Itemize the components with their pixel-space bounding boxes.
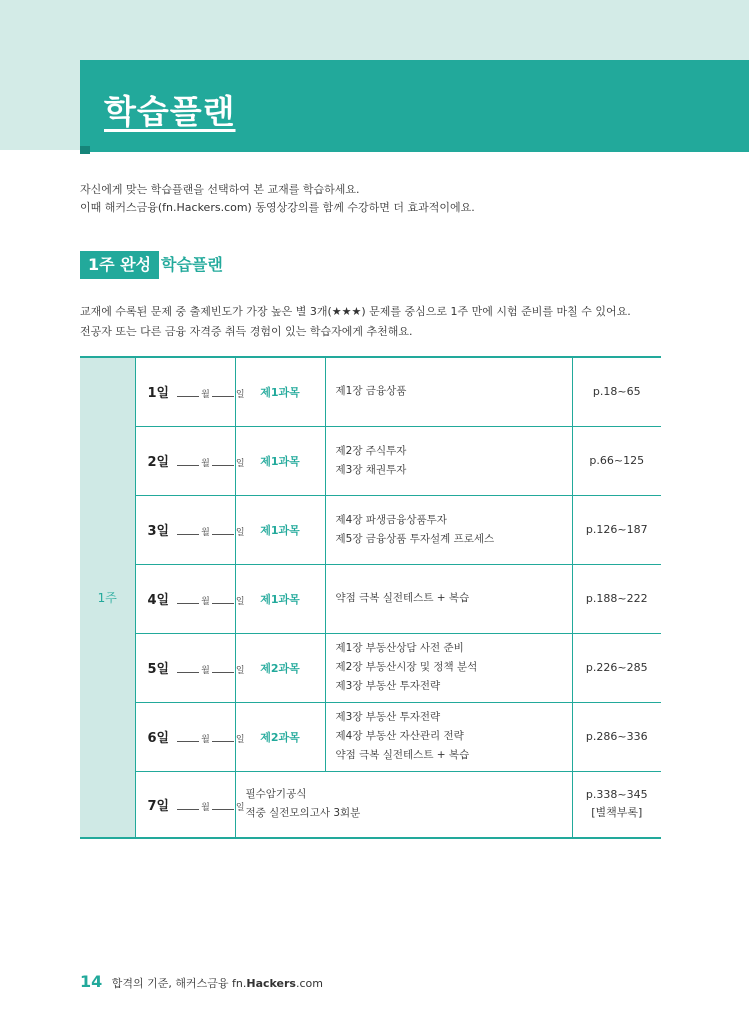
pages-cell <box>572 564 661 633</box>
month-unit: 월 <box>201 666 210 676</box>
table-row <box>80 426 661 495</box>
table-row <box>80 771 661 838</box>
month-unit: 월 <box>201 802 210 813</box>
pages-line: p.66~125 <box>589 453 645 467</box>
day-blank <box>212 386 234 397</box>
day-unit: 일 <box>235 459 245 469</box>
month-blank <box>177 386 199 397</box>
intro-line-1: 자신에게 맞는 학습플랜을 선택하여 본 교재를 학습하세요. <box>80 183 360 196</box>
content-cell <box>325 633 572 702</box>
day-blank <box>212 731 234 742</box>
month-unit: 월 <box>201 528 210 538</box>
content-cell <box>325 357 572 426</box>
page-title: 학습플랜 <box>104 92 236 131</box>
month-blank <box>177 799 199 810</box>
subject-cell: 제1과목 <box>235 564 325 633</box>
month-unit: 월 <box>201 459 210 469</box>
pages-cell <box>572 357 661 426</box>
pages-line: p.18~65 <box>592 384 641 398</box>
day-cell <box>135 702 245 771</box>
content-line: 제1장 부동산상담 사전 준비 <box>335 642 464 654</box>
subject-cell: 제1과목 <box>235 495 325 564</box>
pages-cell <box>572 633 661 702</box>
pages-line: p.338~345 <box>585 788 648 802</box>
content-line: 적중 실전모의고사 3회분 <box>245 807 361 820</box>
content-line: 제2장 부동산시장 및 정책 분석 <box>335 661 478 673</box>
table-row <box>80 702 661 771</box>
day-blank <box>212 799 234 810</box>
month-unit: 월 <box>201 390 210 401</box>
day-label: 5일 <box>147 662 170 677</box>
subject-cell: 제1과목 <box>235 357 325 426</box>
day-cell <box>135 564 245 633</box>
top-decor-band <box>0 0 749 60</box>
pages-line: p.188~222 <box>585 591 648 605</box>
content-line: 제3장 부동산 투자전략 <box>335 680 441 692</box>
section-description <box>80 302 720 342</box>
pages-line: p.226~285 <box>585 660 648 674</box>
month-unit: 월 <box>201 735 210 745</box>
content-line: 제4장 파생금융상품투자 <box>335 513 447 526</box>
day-cell <box>135 771 245 838</box>
day-label: 3일 <box>147 524 170 539</box>
day-unit: 일 <box>235 666 245 676</box>
content-line: 약점 극복 실전테스트 + 복습 <box>335 749 470 761</box>
description-line-2: 전공자 또는 다른 금융 자격증 취득 경험이 있는 학습자에게 추천해요. <box>80 325 413 338</box>
domain-prefix: fn. <box>232 977 247 990</box>
month-blank <box>177 662 199 673</box>
pages-line: p.126~187 <box>585 522 648 536</box>
day-blank <box>212 455 234 466</box>
day-cell <box>135 357 245 426</box>
page-number: 14 <box>80 972 103 991</box>
content-cell <box>235 771 572 838</box>
month-unit: 월 <box>201 597 210 607</box>
content-line: 필수암기공식 <box>245 788 307 801</box>
description-line-1: 교재에 수록된 문제 중 출제빈도가 가장 높은 별 3개(★★★) 문제를 중심으로 1주 만에 시험 준비를 마칠 수 있어요. <box>80 305 631 318</box>
intro-line-2: 이때 해커스금융(fn.Hackers.com) 동영상강의를 함께 수강하면 더 효과적이에요. <box>80 201 475 214</box>
content-line: 제2장 주식투자 <box>335 444 407 457</box>
footer-domain <box>232 977 323 990</box>
day-unit: 일 <box>235 528 245 538</box>
day-unit: 일 <box>235 802 245 813</box>
content-cell <box>325 564 572 633</box>
day-label: 7일 <box>147 798 170 814</box>
day-cell <box>135 633 245 702</box>
content-cell <box>325 426 572 495</box>
subject-cell: 제1과목 <box>235 426 325 495</box>
domain-suffix: .com <box>295 977 323 990</box>
content-line: 제3장 부동산 투자전략 <box>335 711 441 723</box>
content-line: 제4장 부동산 자산관리 전략 <box>335 730 464 742</box>
day-unit: 일 <box>235 390 245 401</box>
page-footer <box>80 972 323 991</box>
pages-cell <box>572 702 661 771</box>
content-line: 약점 극복 실전테스트 + 복습 <box>335 592 470 604</box>
pages-line: p.286~336 <box>585 729 648 743</box>
domain-brand: Hackers <box>246 977 296 990</box>
study-plan-table <box>80 356 661 839</box>
left-decor-band <box>0 60 80 150</box>
day-blank <box>212 662 234 673</box>
section-badge: 1주 완성 <box>80 251 159 279</box>
month-blank <box>177 455 199 466</box>
table-row <box>80 357 661 426</box>
intro-text <box>80 181 720 217</box>
month-blank <box>177 593 199 604</box>
day-label: 2일 <box>147 455 170 470</box>
pages-cell <box>572 426 661 495</box>
content-cell <box>325 702 572 771</box>
table-row <box>80 564 661 633</box>
subject-cell: 제2과목 <box>235 702 325 771</box>
content-line: 제3장 채권투자 <box>335 463 407 476</box>
day-unit: 일 <box>235 735 245 745</box>
footer-text: 합격의 기준, 해커스금융 <box>111 977 229 990</box>
content-line: 제1장 금융상품 <box>335 385 407 398</box>
table-row <box>80 495 661 564</box>
day-unit: 일 <box>235 597 245 607</box>
week-cell: 1주 <box>80 357 135 838</box>
day-label: 1일 <box>147 386 170 402</box>
title-banner-fold <box>80 146 90 154</box>
month-blank <box>177 731 199 742</box>
day-cell <box>135 495 245 564</box>
day-label: 6일 <box>147 731 170 746</box>
table-row <box>80 633 661 702</box>
pages-cell <box>572 495 661 564</box>
content-cell <box>325 495 572 564</box>
section-title: 학습플랜 <box>161 255 223 274</box>
month-blank <box>177 524 199 535</box>
day-blank <box>212 524 234 535</box>
pages-cell <box>572 771 661 838</box>
day-label: 4일 <box>147 593 170 608</box>
day-blank <box>212 593 234 604</box>
content-line: 제5장 금융상품 투자설계 프로세스 <box>335 532 495 545</box>
day-cell <box>135 426 245 495</box>
subject-cell: 제2과목 <box>235 633 325 702</box>
pages-line: [별책부록] <box>591 806 643 820</box>
